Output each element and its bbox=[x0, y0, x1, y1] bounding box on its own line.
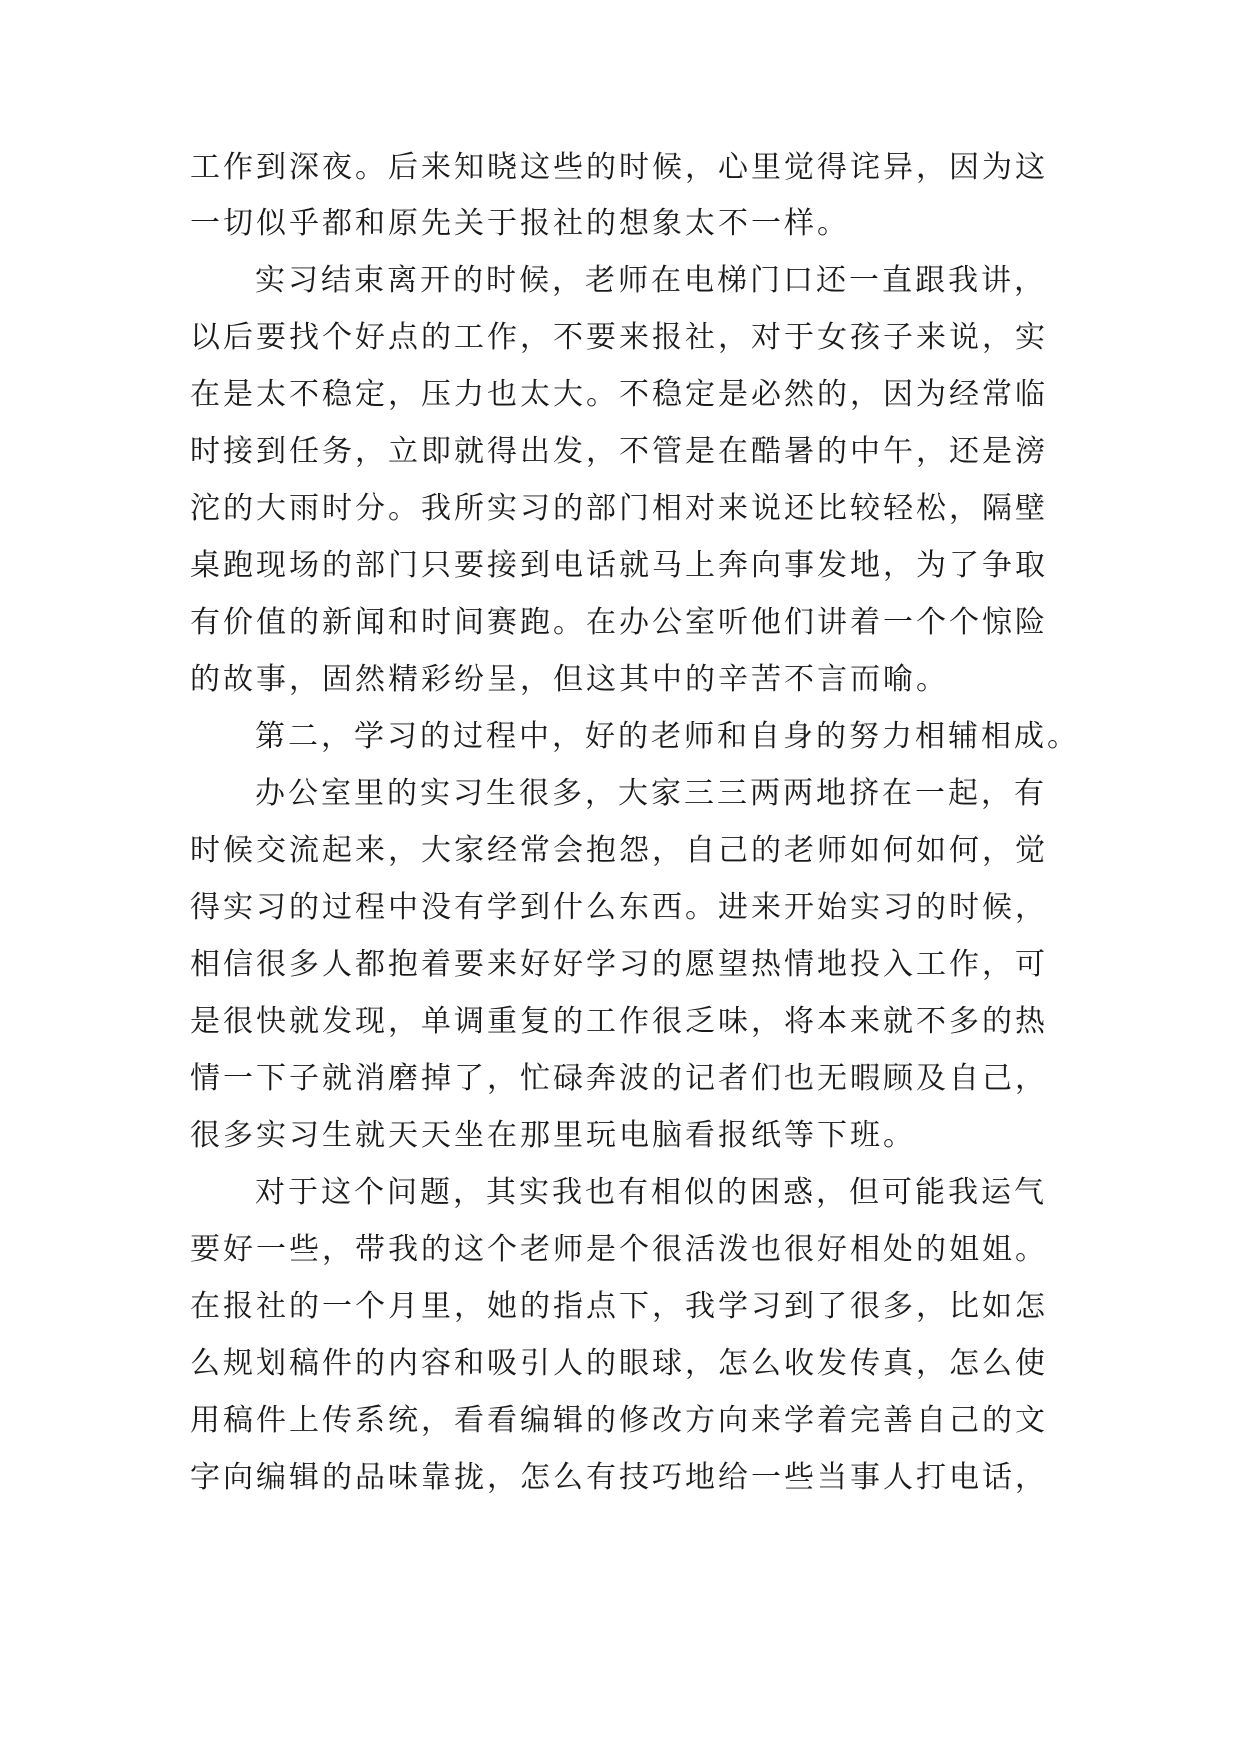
paragraph-start-line: 办公室里的实习生很多，大家三三两两地挤在一起，有 bbox=[255, 776, 1047, 811]
text-line: 用稿件上传系统，看看编辑的修改方向来学着完善自己的文 bbox=[190, 1403, 1048, 1438]
text-line: 是很快就发现，单调重复的工作很乏味，将本来就不多的热 bbox=[190, 1004, 1048, 1039]
text-line: 桌跑现场的部门只要接到电话就马上奔向事发地，为了争取 bbox=[190, 548, 1048, 583]
text-line: 得实习的过程中没有学到什么东西。进来开始实习的时候， bbox=[190, 890, 1048, 925]
text-line: 情一下子就消磨掉了，忙碌奔波的记者们也无暇顾及自己， bbox=[190, 1061, 1048, 1096]
paragraph-start-line: 实习结束离开的时候，老师在电梯门口还一直跟我讲， bbox=[255, 263, 1047, 298]
paragraph-start-line: 第二，学习的过程中，好的老师和自身的努力相辅相成。 bbox=[255, 719, 1080, 754]
text-line: 的故事，固然精彩纷呈，但这其中的辛苦不言而喻。 bbox=[190, 662, 949, 697]
text-line: 一切似乎都和原先关于报社的想象太不一样。 bbox=[190, 206, 850, 241]
text-line: 时接到任务，立即就得出发，不管是在酷暑的中午，还是滂 bbox=[190, 434, 1048, 469]
text-line: 在是太不稳定，压力也太大。不稳定是必然的，因为经常临 bbox=[190, 377, 1048, 412]
text-line: 以后要找个好点的工作，不要来报社，对于女孩子来说，实 bbox=[190, 320, 1048, 355]
text-line: 有价值的新闻和时间赛跑。在办公室听他们讲着一个个惊险 bbox=[190, 605, 1048, 640]
text-line: 工作到深夜。后来知晓这些的时候，心里觉得诧异，因为这 bbox=[190, 150, 1048, 185]
text-line: 在报社的一个月里，她的指点下，我学习到了很多，比如怎 bbox=[190, 1289, 1048, 1324]
text-line: 很多实习生就天天坐在那里玩电脑看报纸等下班。 bbox=[190, 1118, 916, 1153]
text-line: 时候交流起来，大家经常会抱怨，自己的老师如何如何，觉 bbox=[190, 833, 1048, 868]
text-line: 沱的大雨时分。我所实习的部门相对来说还比较轻松，隔壁 bbox=[190, 491, 1048, 526]
paragraph-start-line: 对于这个问题，其实我也有相似的困惑，但可能我运气 bbox=[255, 1175, 1047, 1210]
text-line: 字向编辑的品味靠拢，怎么有技巧地给一些当事人打电话， bbox=[190, 1460, 1048, 1495]
text-line: 么规划稿件的内容和吸引人的眼球，怎么收发传真，怎么使 bbox=[190, 1346, 1048, 1381]
text-line: 相信很多人都抱着要来好好学习的愿望热情地投入工作，可 bbox=[190, 947, 1048, 982]
text-line: 要好一些，带我的这个老师是个很活泼也很好相处的姐姐。 bbox=[190, 1232, 1048, 1267]
